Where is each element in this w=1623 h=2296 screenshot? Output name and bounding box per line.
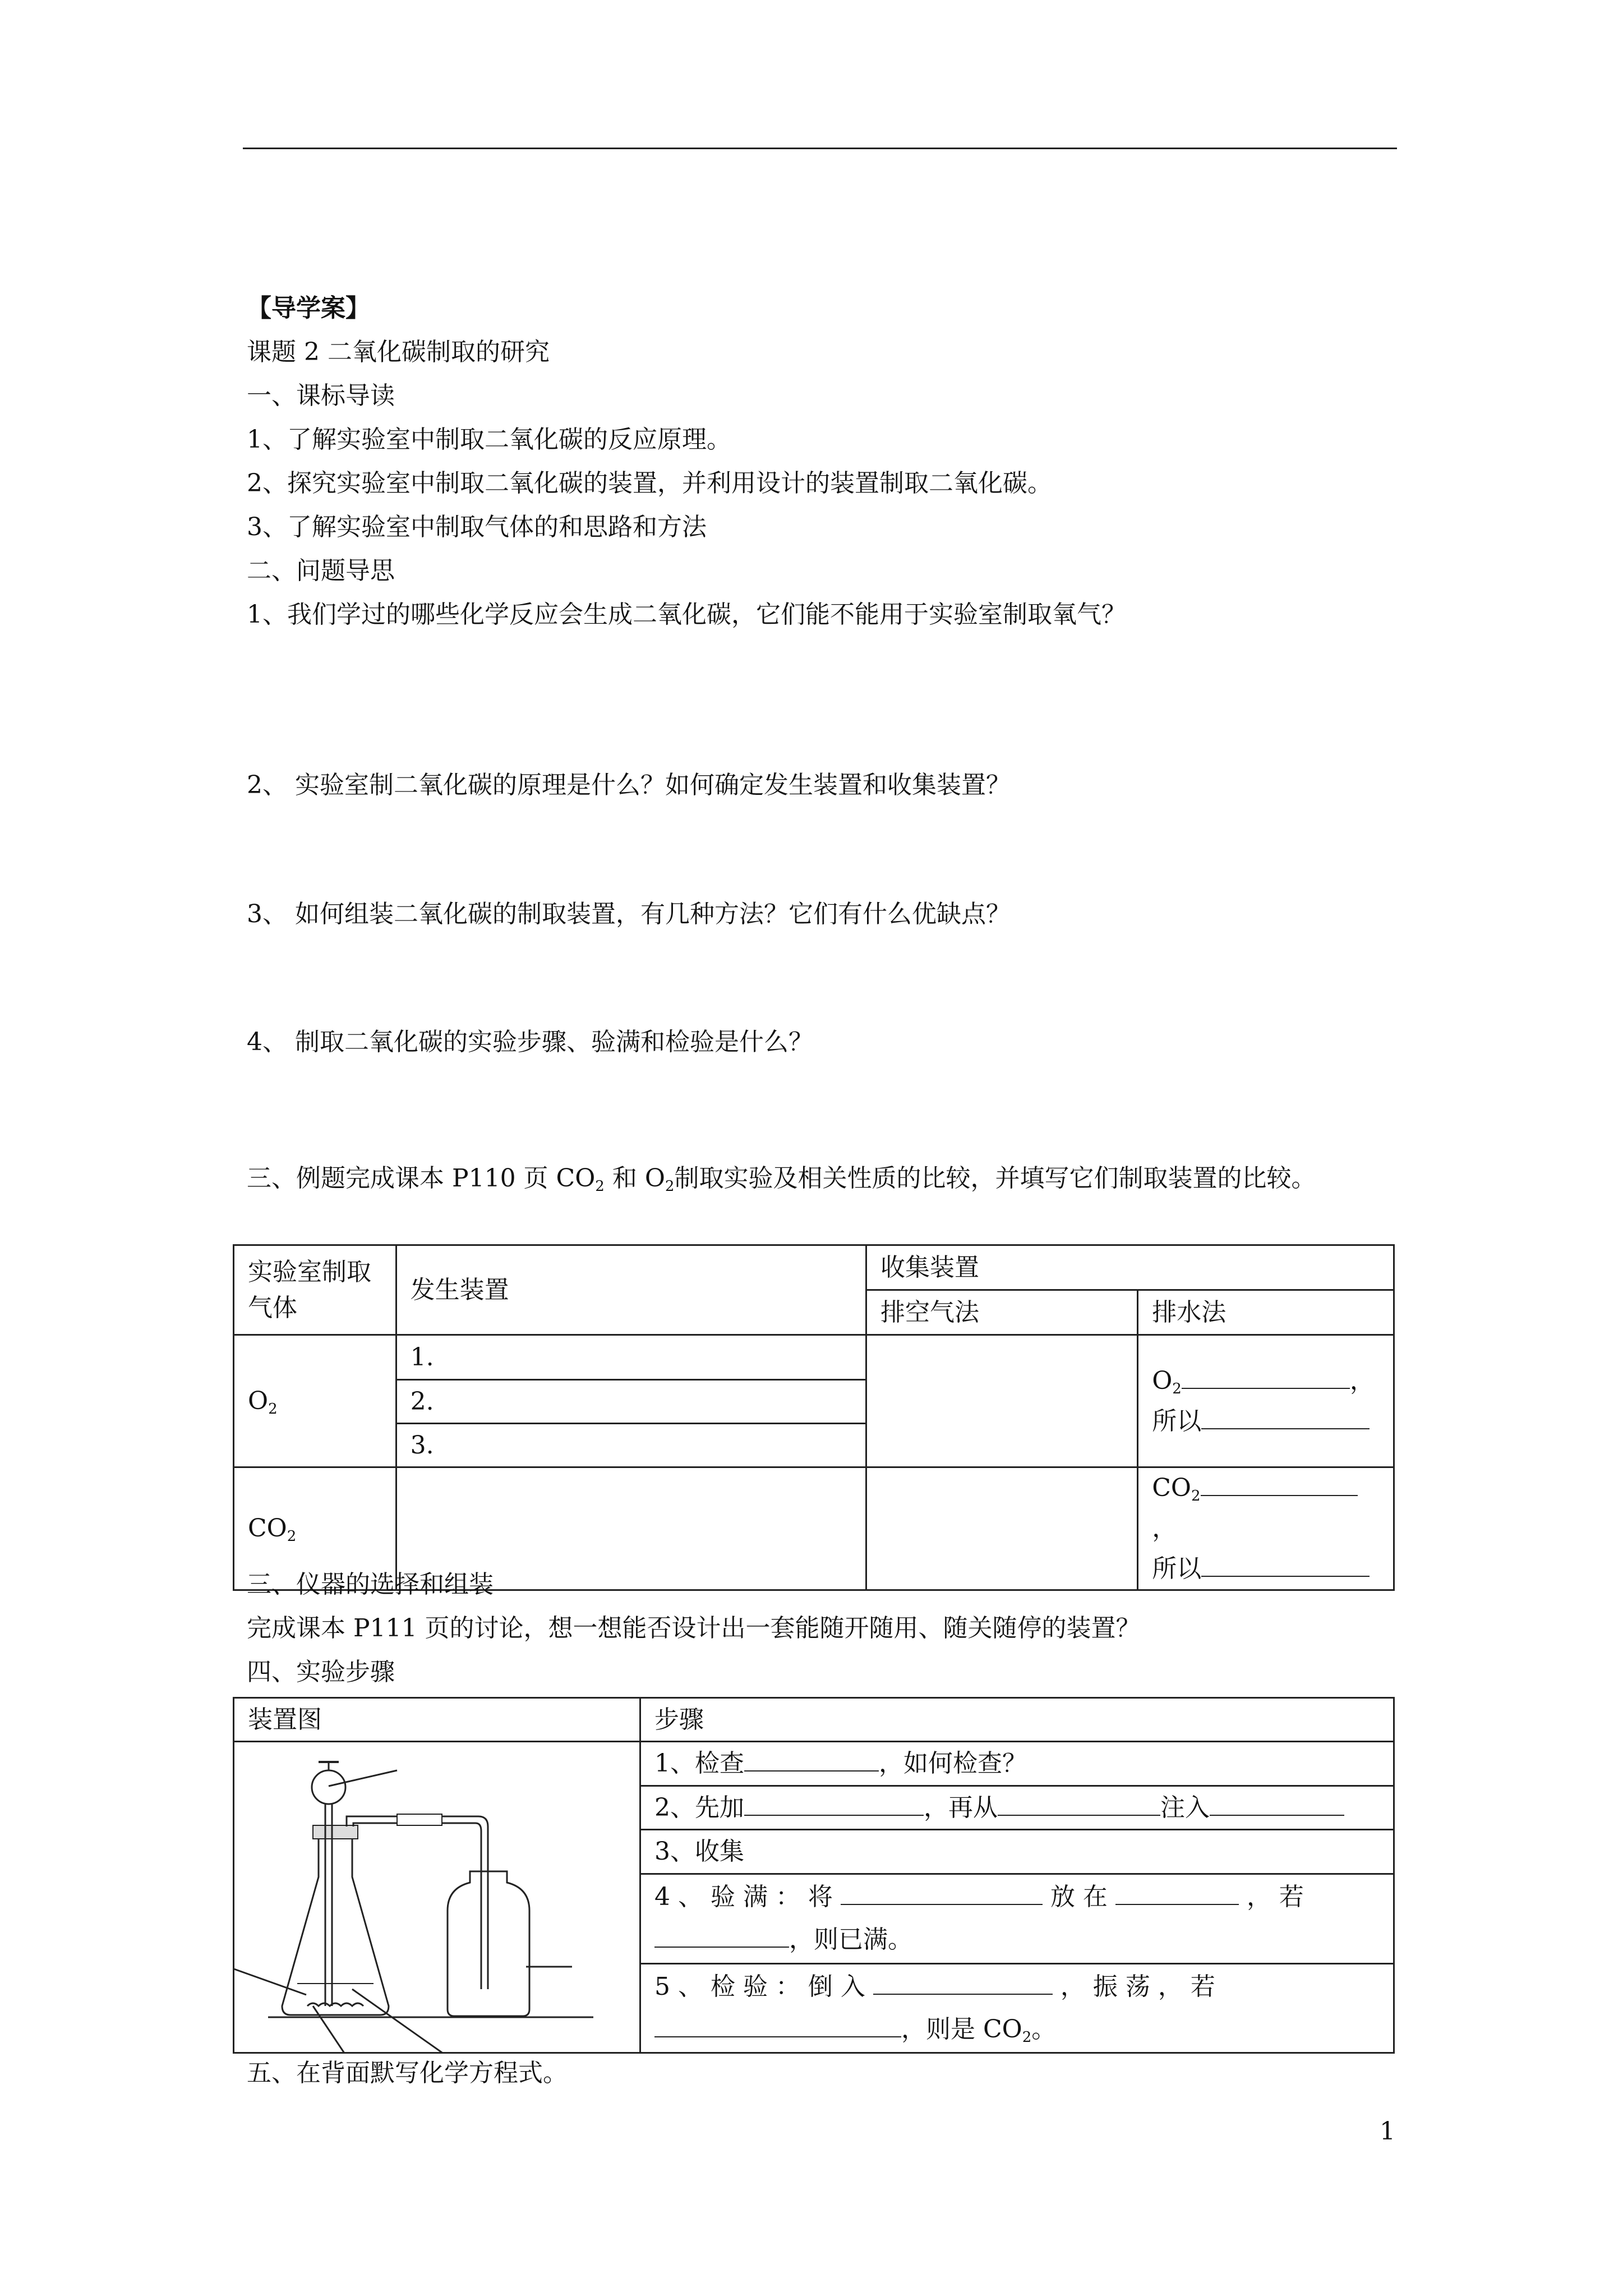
page-number: 1 [1380, 2117, 1395, 2146]
part1-item-1: 1、了解实验室中制取二氧化碳的反应原理。 [247, 425, 731, 454]
part4-heading: 四、实验步骤 [247, 1658, 395, 1686]
section-tag: 【导学案】 [247, 294, 370, 323]
header-water-method: 排水法 [1138, 1290, 1394, 1335]
header-gas: 实验室制取气体 [234, 1245, 396, 1335]
conical-flask [282, 1826, 389, 2015]
part1-item-3: 3、了解实验室中制取气体的和思路和方法 [247, 513, 707, 541]
question-3: 3、 如何组装二氧化碳的制取装置，有几种方法？它们有什么优缺点？ [247, 900, 1011, 928]
experiment-steps-table [233, 1697, 1395, 2054]
row-o2-label: $O_2$ [234, 1335, 396, 1467]
co2-air-cell[interactable] [866, 1467, 1138, 1590]
step-1[interactable]: 1、检查 ，如何检查？ [640, 1742, 1394, 1786]
header-rule [243, 148, 1397, 149]
funnel-bulb [312, 1770, 345, 1804]
co2-water-cell[interactable]: $CO_2$， 所以 [1138, 1467, 1394, 1590]
marble-chips [307, 2003, 363, 2006]
header-collect: 收集装置 [866, 1245, 1394, 1290]
lesson-title: 课题 2 二氧化碳制取的研究 [247, 338, 550, 366]
o2-generator-1[interactable]: 1. [396, 1335, 866, 1380]
part1-item-2: 2、探究实验室中制取二氧化碳的装置，并利用设计的装置制取二氧化碳。 [247, 469, 1052, 498]
o2-water-cell[interactable]: $O_2$ ， 所以 [1138, 1335, 1394, 1467]
o2-generator-3[interactable]: 3. [396, 1424, 866, 1467]
part1-heading: 一、课标导读 [247, 381, 395, 410]
part3b-heading: 三、仪器的选择和组装 [247, 1570, 494, 1599]
co2-apparatus-diagram [234, 1742, 639, 2052]
o2-generator-2[interactable]: 2. [396, 1380, 866, 1424]
header-generator: 发生装置 [396, 1245, 866, 1335]
question-2: 2、 实验室制二氧化碳的原理是什么？如何确定发生装置和收集装置？ [247, 771, 1011, 799]
question-4: 4、 制取二氧化碳的实验步骤、验满和检验是什么？ [247, 1028, 813, 1056]
rubber-stopper [313, 1825, 358, 1839]
header-air-method: 排空气法 [866, 1290, 1138, 1335]
header-steps: 步骤 [640, 1698, 1394, 1742]
step-2[interactable]: 2、先加 ，再从 注入 [640, 1786, 1394, 1830]
part2-heading: 二、问题导思 [247, 556, 395, 585]
part3b-text: 完成课本 P111 页的讨论，想一想能否设计出一套能随开随用、随关随停的装置？ [247, 1614, 1141, 1642]
header-diagram: 装置图 [234, 1698, 640, 1742]
delivery-tube-outer [347, 1816, 488, 1989]
part3-intro: 三、例题完成课本 P110 页 $CO_2$ 和 $O_2$制取实验及相关性质的比较，并填写它们制取装置的比较。 [247, 1164, 1316, 1195]
step-3[interactable]: 3、收集 [640, 1830, 1394, 1874]
pointer-flask [234, 1967, 306, 1995]
part5-heading: 五、在背面默写化学方程式。 [247, 2059, 568, 2087]
pointer-funnel [329, 1770, 397, 1786]
row-co2-label: $CO_2$ [234, 1467, 396, 1590]
o2-air-cell[interactable] [866, 1335, 1138, 1467]
pointer-solid [313, 2006, 347, 2052]
pointer-liquid [352, 1989, 448, 2052]
step-5[interactable]: 5 、 检 验 ： 倒 入 ， 振 荡 ， 若 ，则是 $CO_2$。 [640, 1963, 1394, 2053]
question-1: 1、我们学过的哪些化学反应会生成二氧化碳，它们能不能用于实验室制取氧气？ [247, 600, 1126, 629]
delivery-tube-inner [353, 1823, 481, 1989]
rubber-connector [397, 1814, 442, 1825]
gas-comparison-table [233, 1244, 1395, 1591]
apparatus-diagram-cell [234, 1742, 640, 2053]
step-4[interactable]: 4 、 验 满 ： 将 放 在 ， 若 ，则已满。 [640, 1874, 1394, 1963]
